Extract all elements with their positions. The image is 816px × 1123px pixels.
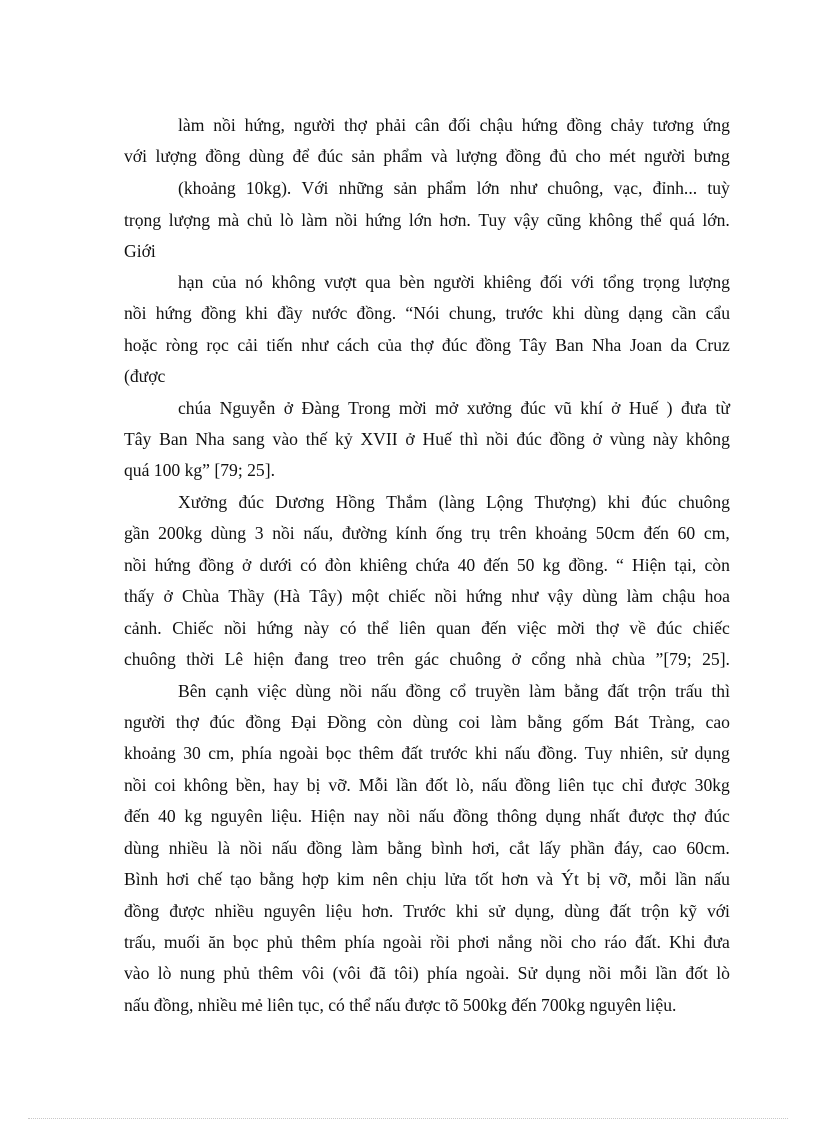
- text-line: trọng lượng mà chủ lò làm nồi hứng lớn hơn. Tuy vậy cũng không thể quá lớn.: [124, 210, 730, 230]
- text-line: chúa Nguyễn ở Đàng Trong mời mở xưởng đúc vũ khí ở Huế ) đưa từ: [178, 398, 730, 418]
- text-line: Xưởng đúc Dương Hồng Thắm (làng Lộng Thượng) khi đúc chuông: [178, 492, 730, 512]
- text-line: quá 100 kg” [79; 25].: [124, 460, 275, 480]
- text-line: Tây Ban Nha sang vào thế kỷ XVII ở Huế thì nồi đúc đồng ở vùng này không: [124, 429, 730, 449]
- text-line: người thợ đúc đồng Đại Đồng còn dùng coi làm bằng gốm Bát Tràng, cao: [124, 712, 730, 732]
- text-line: hoặc ròng rọc cải tiến như cách của thợ đúc đồng Tây Ban Nha Joan da Cruz: [124, 335, 730, 355]
- text-line: gần 200kg dùng 3 nồi nấu, đường kính ống trụ trên khoảng 50cm đến 60 cm,: [124, 523, 730, 543]
- text-line: dùng nhiều là nồi nấu đồng làm bằng bình hơi, cắt lấy phần đáy, cao 60cm.: [124, 838, 730, 858]
- text-line: khoảng 30 cm, phía ngoài bọc thêm đất trước khi nấu đồng. Tuy nhiên, sử dụng: [124, 743, 730, 763]
- text-line: nồi hứng đồng khi đầy nước đồng. “Nói chung, trước khi dùng dạng cần cẩu: [124, 303, 730, 323]
- text-line: nồi hứng đồng ở dưới có đòn khiêng chứa 40 đến 50 kg đồng. “ Hiện tại, còn: [124, 555, 730, 575]
- text-line: với lượng đồng dùng để đúc sản phẩm và lượng đồng đủ cho mét người bưng: [124, 146, 730, 166]
- text-line: Bình hơi chế tạo bằng hợp kim nên chịu lửa tốt hơn và Ýt bị vỡ, mỗi lần nấu: [124, 869, 730, 889]
- text-line: chuông thời Lê hiện đang treo trên gác chuông ở cổng nhà chùa ”[79; 25].: [124, 649, 730, 669]
- text-line: Bên cạnh việc dùng nồi nấu đồng cổ truyền làm bằng đất trộn trấu thì: [178, 681, 730, 701]
- text-line: nồi coi không bền, hay bị vỡ. Mỗi lần đốt lò, nấu đồng liên tục chỉ được 30kg: [124, 775, 730, 795]
- text-line: (được: [124, 366, 166, 386]
- text-line: hạn của nó không vượt qua bèn người khiêng đối với tổng trọng lượng: [178, 272, 730, 292]
- text-line: Giới: [124, 241, 156, 261]
- text-line: vào lò nung phủ thêm vôi (vôi đã tôi) phía ngoài. Sử dụng nồi mỗi lần đốt lò: [124, 963, 730, 983]
- text-line: trấu, muối ăn bọc phủ thêm phía ngoài rồi phơi nắng nồi cho ráo đất. Khi đưa: [124, 932, 730, 952]
- text-line: thấy ở Chùa Thầy (Hà Tây) một chiếc nồi hứng như vậy dùng làm chậu hoa: [124, 586, 730, 606]
- page-bottom-divider: [28, 1118, 788, 1119]
- text-line: nấu đồng, nhiều mẻ liên tục, có thể nấu được tõ 500kg đến 700kg nguyên liệu.: [124, 995, 677, 1015]
- text-line: đến 40 kg nguyên liệu. Hiện nay nồi nấu đồng thông dụng nhất được thợ đúc: [124, 806, 730, 826]
- text-line: cảnh. Chiếc nồi hứng này có thể liên quan đến việc mời thợ về đúc chiếc: [124, 618, 730, 638]
- text-line: đồng được nhiều nguyên liệu hơn. Trước khi sử dụng, dùng đất trộn kỹ với: [124, 901, 730, 921]
- text-line: làm nồi hứng, người thợ phải cân đối chậu hứng đồng chảy tương ứng: [178, 115, 730, 135]
- text-line: (khoảng 10kg). Với những sản phẩm lớn như chuông, vạc, đỉnh... tuỳ: [178, 178, 730, 198]
